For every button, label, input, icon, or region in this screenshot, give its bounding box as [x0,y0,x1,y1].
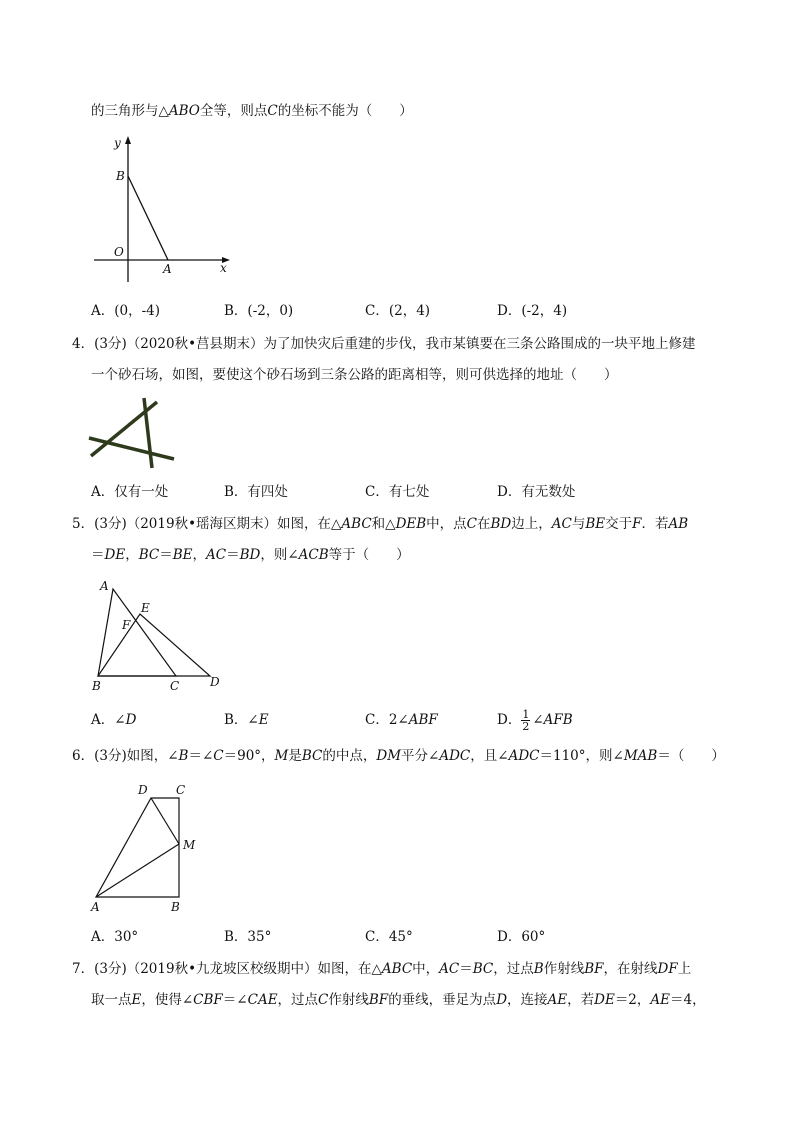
q7-stem-line2: 取一点E，使得∠CBF＝∠CAE，过点C作射线BF的垂线，垂足为点D，连接AE，若DE＝2，AE＝4， [91,992,706,1008]
q4-option-a[interactable]: A．仅有一处 [91,484,169,500]
label-e: E [141,601,150,615]
q4-figure [86,396,181,471]
label-a: A [91,900,100,914]
q5-option-c[interactable]: C．2∠ABF [365,712,438,728]
q4-option-c[interactable]: C．有七处 [365,484,430,500]
q4-stem-line2: 一个砂石场，如图，要使这个砂石场到三条公路的距离相等，则可供选择的地址（ ） [91,367,618,383]
q5-figure [88,574,233,694]
q6-option-a[interactable]: A．30° [91,929,139,945]
y-axis-arrow [125,136,131,144]
q4-stem-line1: 4．(3分)（2020秋•莒县期末）为了加快灾后重建的步伐，我市某镇要在三条公路围成的一块平地上修建 [72,336,696,352]
label-c: C [170,679,180,693]
triangle-abc [98,589,176,676]
q6-option-c[interactable]: C．45° [365,929,413,945]
q5-option-a[interactable]: A．∠D [91,712,137,728]
label-d: D [138,783,148,797]
q3-stem: 的三角形与△ABO全等，则点C的坐标不能为（ ） [91,103,413,119]
segment-ba [128,176,168,260]
q7-stem-line1: 7．(3分)（2019秋•九龙坡区校级期中）如图，在△ABC中，AC＝BC，过点B作射线BF，在射线DF上 [72,961,692,977]
label-a: A [163,262,172,276]
label-y: y [114,136,121,150]
q6-stem: 6．(3分)如图，∠B＝∠C＝90°，M是BC的中点，DM平分∠ADC，且∠ADC＝110°，则∠MAB＝（ ） [72,748,725,764]
label-c: C [176,783,186,797]
label-b: B [171,900,180,914]
label-f: F [122,618,131,632]
segment-dm [151,798,179,844]
q5-option-b[interactable]: B．∠E [224,712,269,728]
q3-option-b[interactable]: B．(-2，0) [224,303,294,319]
q3-option-a[interactable]: A．(0，-4) [91,303,161,319]
label-b: B [116,169,125,183]
q5-stem-line2: ＝DE，BC＝BE，AC＝BD，则∠ACB等于（ ） [91,547,410,563]
label-b: B [92,679,101,693]
quadrilateral-abcd [96,798,179,897]
q5-option-d[interactable]: D． $\frac{1}{2}$ ∠AFB [497,708,573,733]
q4-option-b[interactable]: B．有四处 [224,484,288,500]
q4-option-d[interactable]: D．有无数处 [497,484,576,500]
q6-figure [88,780,213,915]
label-m: M [183,838,196,852]
q6-option-d[interactable]: D．60° [497,929,546,945]
q6-option-b[interactable]: B．35° [224,929,272,945]
label-x: x [220,261,227,275]
label-d: D [210,675,220,689]
q5-stem-line1: 5．(3分)（2019秋•瑶海区期末）如图，在△ABC和△DEB中，点C在BD边上，AC与BE交于F．若AB [72,516,689,532]
label-a: A [100,579,109,593]
segment-am [96,844,179,897]
q3-figure [90,132,240,292]
fraction-one-half: $\frac{1}{2}$ [522,708,530,733]
label-o: O [114,245,124,259]
q3-option-c[interactable]: C．(2，4) [365,303,431,319]
q3-option-d[interactable]: D．(-2，4) [497,303,568,319]
